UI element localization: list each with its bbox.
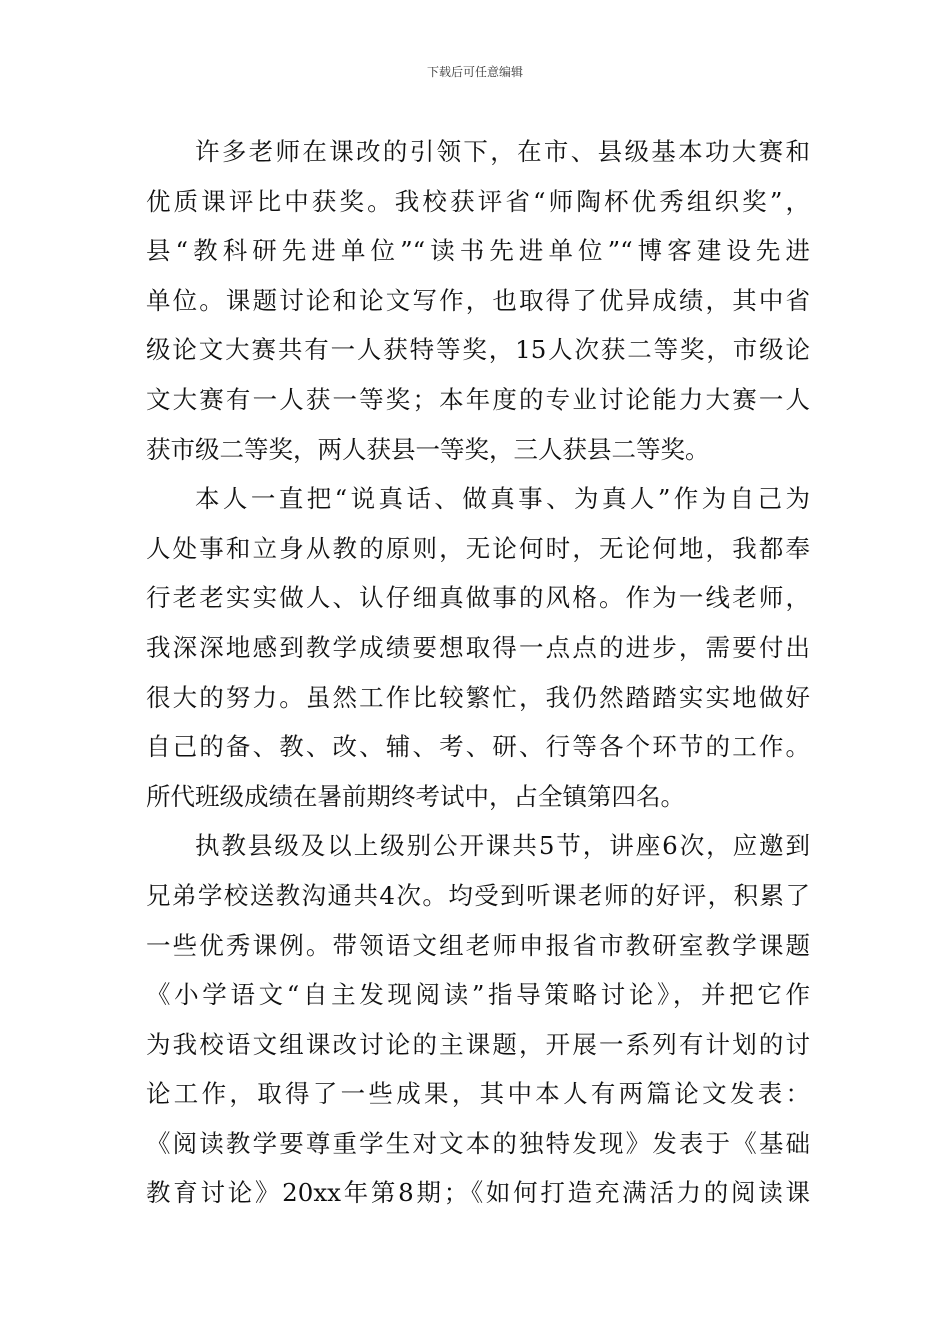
paragraph-1-line-2: 优质课评比中获奖。我校获评省“师陶杯优秀组织奖”，	[146, 186, 810, 216]
paragraph-2-line-4: 我深深地感到教学成绩要想取得一点点的进步，需要付出	[146, 632, 810, 662]
paragraph-3-line-3: 一些优秀课例。带领语文组老师申报省市教研室教学课题	[146, 930, 810, 960]
paragraph-2-line-3: 行老老实实做人、认仔细真做事的风格。作为一线老师，	[146, 583, 810, 613]
paragraph-2-line-5: 很大的努力。虽然工作比较繁忙，我仍然踏踏实实地做好	[146, 682, 810, 712]
paragraph-2-line-7: 所代班级成绩在暑前期终考试中，占全镇第四名。	[146, 781, 685, 811]
paragraph-3-line-2: 兄弟学校送教沟通共4次。均受到听课老师的好评，积累了	[146, 880, 810, 910]
paragraph-1-line-3: 县“教科研先进单位”“读书先进单位”“博客建设先进	[146, 236, 810, 266]
paragraph-2-line-2: 人处事和立身从教的原则，无论何时，无论何地，我都奉	[146, 533, 810, 563]
paragraph-3-line-4: 《小学语文“自主发现阅读”指导策略讨论》，并把它作	[146, 980, 810, 1010]
paragraph-2-line-1: 本人一直把“说真话、做真事、为真人”作为自己为	[195, 484, 810, 514]
paragraph-3-line-5: 为我校语文组课改讨论的主课题，开展一系列有计划的讨	[146, 1029, 810, 1059]
paragraph-1-line-1: 许多老师在课改的引领下，在市、县级基本功大赛和	[195, 137, 810, 166]
paragraph-1-line-5: 级论文大赛共有一人获特等奖，15人次获二等奖，市级论	[146, 335, 810, 365]
paragraph-3-line-8: 教育讨论》20xx年第8期；《如何打造充满活力的阅读课	[146, 1178, 810, 1208]
paragraph-3-line-1: 执教县级及以上级别公开课共5节，讲座6次，应邀到	[195, 831, 810, 861]
paragraph-1-line-4: 单位。课题讨论和论文写作，也取得了优异成绩，其中省	[146, 285, 810, 315]
paragraph-3-line-7: 《阅读教学要尊重学生对文本的独特发现》发表于《基础	[146, 1128, 810, 1158]
paragraph-2-line-6: 自己的备、教、改、辅、考、研、行等各个环节的工作。	[146, 732, 810, 762]
page-header: 下载后可任意编辑	[426, 65, 523, 79]
document-body	[146, 127, 810, 1218]
paragraph-1-line-6: 文大赛有一人获一等奖；本年度的专业讨论能力大赛一人	[146, 384, 810, 414]
paragraph-3-line-6: 论工作，取得了一些成果，其中本人有两篇论文发表：	[146, 1079, 810, 1109]
paragraph-1-line-7: 获市级二等奖，两人获县一等奖，三人获县二等奖。	[146, 434, 710, 464]
